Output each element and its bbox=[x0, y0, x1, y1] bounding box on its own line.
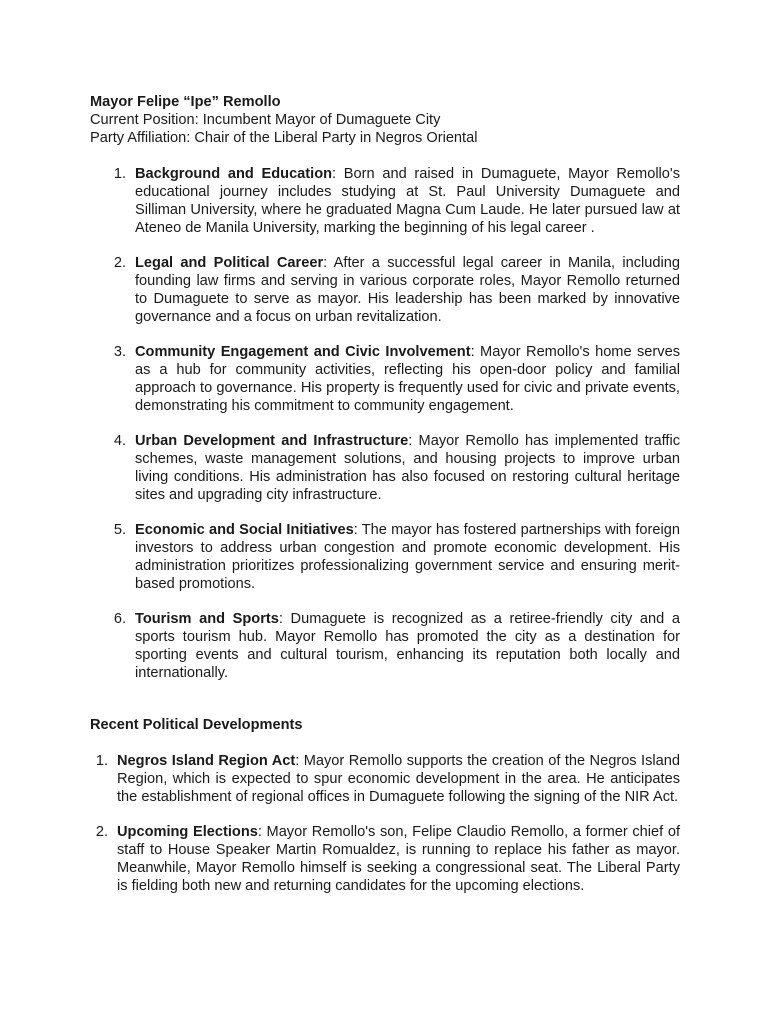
list-item-title: Economic and Social Initiatives bbox=[135, 522, 354, 538]
list-number: 3. bbox=[113, 344, 126, 360]
list-item bbox=[113, 521, 680, 593]
list-item bbox=[113, 610, 680, 682]
list-number: 1. bbox=[113, 166, 126, 182]
profile-name: Mayor Felipe “Ipe” Remollo bbox=[90, 94, 281, 110]
list-item-title: Upcoming Elections bbox=[117, 824, 258, 840]
list-item-body: : The mayor has fostered partnerships with foreign investors to address urban congestion and promote economic development. His administration prioritizes professionalizing government service and ensuring merit-based promotions. bbox=[135, 522, 680, 592]
profile-position: Current Position: Incumbent Mayor of Dumaguete City bbox=[90, 112, 441, 128]
list-number: 2. bbox=[95, 824, 108, 840]
list-item-title: Legal and Political Career bbox=[135, 255, 324, 271]
list-item bbox=[113, 432, 680, 504]
recent-developments-list bbox=[90, 752, 680, 895]
recent-developments-heading: Recent Political Developments bbox=[90, 717, 303, 733]
list-item-body: : After a successful legal career in Manila, including founding law firms and serving in various corporate roles, Mayor Remollo returned to Dumaguete to serve as mayor. His leadership has been marked by innovative governance and a focus on urban revitalization. bbox=[135, 255, 680, 325]
list-item bbox=[95, 823, 680, 895]
profile-party: Party Affiliation: Chair of the Liberal Party in Negros Oriental bbox=[90, 130, 478, 146]
list-number: 6. bbox=[113, 611, 126, 627]
list-item-title: Community Engagement and Civic Involvement bbox=[135, 344, 471, 360]
list-number: 5. bbox=[113, 522, 126, 538]
list-item-title: Negros Island Region Act bbox=[117, 753, 296, 769]
document-page bbox=[90, 93, 680, 912]
list-item-body: : Mayor Remollo's home serves as a hub for community activities, reflecting his open-door policy and familial approach to governance. His property is frequently used for civic and private events, demonstrating his commitment to community engagement. bbox=[135, 344, 680, 414]
list-item-title: Urban Development and Infrastructure bbox=[135, 433, 409, 449]
list-item bbox=[113, 165, 680, 237]
list-item-body: : Mayor Remollo's son, Felipe Claudio Remollo, a former chief of staff to House Speaker Martin Romualdez, is running to replace his father as mayor. Meanwhile, Mayor Remollo himself is seeking a congressional seat. The Liberal Party is fielding both new and returning candidates for the upcoming elections. bbox=[117, 824, 680, 894]
profile-header bbox=[90, 93, 680, 147]
list-item-body: : Mayor Remollo supports the creation of the Negros Island Region, which is expected to spur economic development in the area. He anticipates the establishment of regional offices in Dumaguete following the signing of the NIR Act. bbox=[117, 753, 680, 805]
list-number: 1. bbox=[95, 753, 108, 769]
list-item-body: : Dumaguete is recognized as a retiree-friendly city and a sports tourism hub. Mayor Remollo has promoted the city as a destination for sporting events and cultural tourism, enhancing its reputation both locally and internationally. bbox=[135, 611, 680, 681]
profile-sections-list bbox=[90, 165, 680, 682]
list-number: 2. bbox=[113, 255, 126, 271]
list-item-title: Background and Education bbox=[135, 166, 333, 182]
list-item bbox=[113, 254, 680, 326]
list-item-body: : Born and raised in Dumaguete, Mayor Remollo's educational journey includes studying at St. Paul University Dumaguete and Silliman University, where he graduated Magna Cum Laude. He later pursued law at Ateneo de Manila University, marking the beginning of his legal career . bbox=[135, 166, 680, 236]
list-item bbox=[95, 752, 680, 806]
list-number: 4. bbox=[113, 433, 126, 449]
list-item bbox=[113, 343, 680, 415]
list-item-title: Tourism and Sports bbox=[135, 611, 279, 627]
list-item-body: : Mayor Remollo has implemented traffic schemes, waste management solutions, and housing projects to improve urban living conditions. His administration has also focused on restoring cultural heritage sites and upgrading city infrastructure. bbox=[135, 433, 680, 503]
